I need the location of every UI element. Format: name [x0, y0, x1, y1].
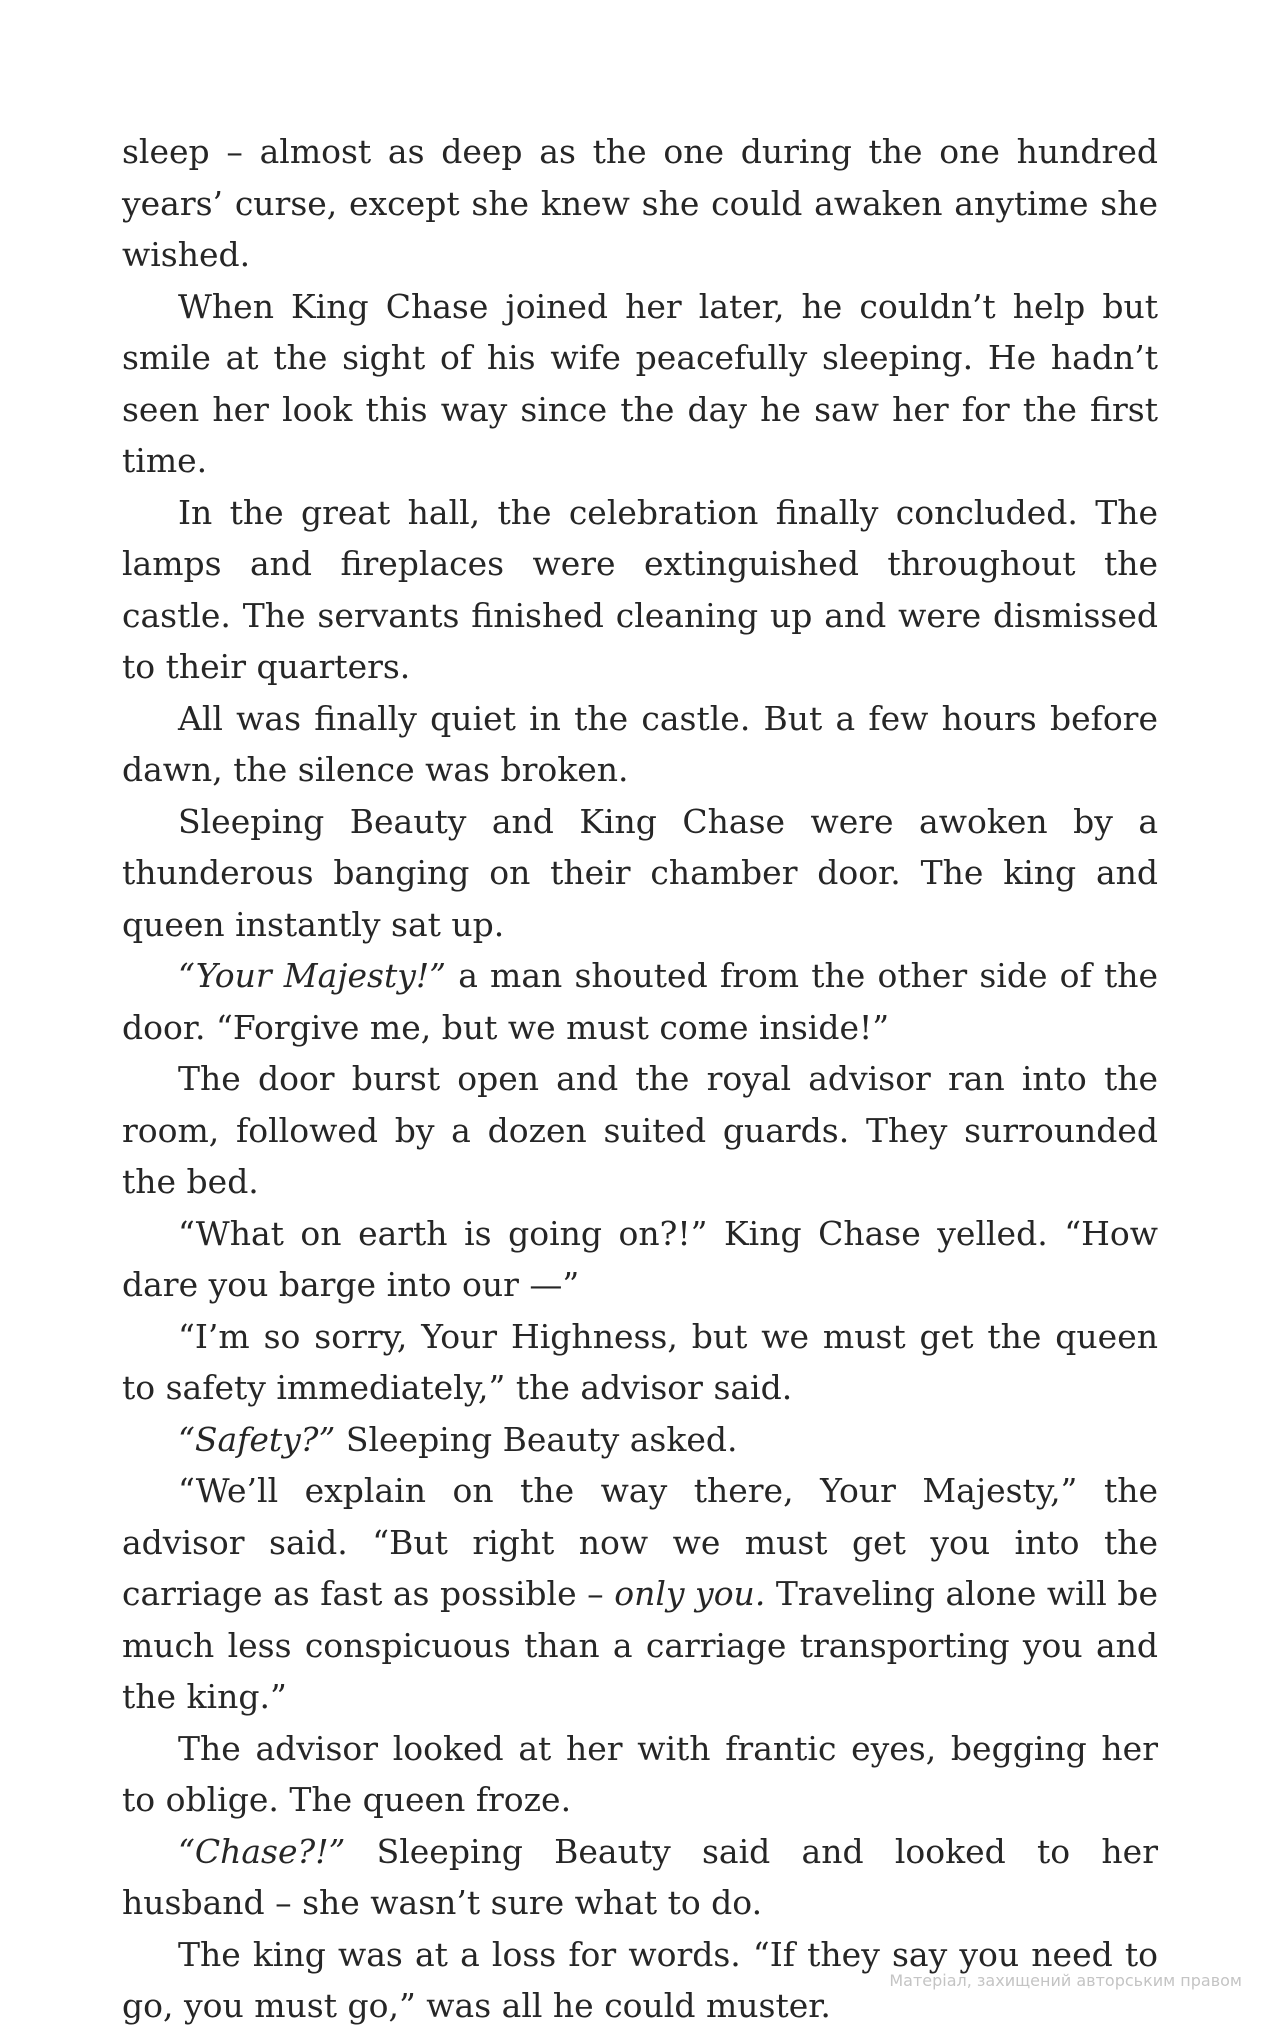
- paragraph-13-italic: “Chase?!”: [178, 1831, 346, 1871]
- paragraph-4: All was finally quiet in the castle. But a few hours before dawn, the silence was broken.: [122, 698, 1158, 789]
- paragraph-13-post: Sleeping Beauty said and looked to her husband – she wasn’t sure what to do.: [122, 1831, 1158, 1922]
- paragraph-8: “What on earth is going on?!” King Chase yelled. “How dare you barge into our —”: [122, 1213, 1158, 1304]
- paragraph-6-post: a man shouted from the other side of the door. “Forgive me, but we must come inside!”: [122, 956, 1158, 1047]
- book-page-text: [122, 126, 1158, 2032]
- paragraph-7: The door burst open and the royal advisor ran into the room, followed by a dozen suited guards. They surrounded the bed.: [122, 1059, 1158, 1201]
- paragraph-13: [122, 1826, 1158, 1929]
- paragraph-9: “I’m so sorry, Your Highness, but we must get the queen to safety immediately,” the advisor said.: [122, 1316, 1158, 1407]
- paragraph-11-pre: “We’ll explain on the way there, Your Majesty,” the advisor said. “But right now we must get you into the carriage as fast as possible –: [122, 1471, 1158, 1613]
- paragraph-6-italic: “Your Majesty!”: [178, 956, 446, 995]
- paragraph-11: [122, 1465, 1158, 1723]
- paragraph-10: [122, 1414, 1158, 1466]
- copyright-watermark: Матеріал, захищений авторським правом: [889, 1971, 1242, 1990]
- paragraph-6: [122, 950, 1158, 1053]
- paragraph-5: Sleeping Beauty and King Chase were awoken by a thunderous banging on their chamber door. The king and queen instantly sat up.: [122, 801, 1158, 944]
- paragraph-3: In the great hall, the celebration finally concluded. The lamps and fireplaces were extinguished throughout the castle. The servants finished cleaning up and were dismissed to their quarters.: [122, 492, 1158, 686]
- paragraph-11-post: Traveling alone will be much less conspicuous than a carriage transporting you and the king.”: [122, 1574, 1158, 1716]
- paragraph-2: When King Chase joined her later, he couldn’t help but smile at the sight of his wife peacefully sleeping. He hadn’t seen her look this way since the day he saw her for the first time.: [122, 286, 1158, 480]
- paragraph-12: The advisor looked at her with frantic eyes, begging her to oblige. The queen froze.: [122, 1728, 1158, 1819]
- paragraph-10-post: Sleeping Beauty asked.: [335, 1419, 738, 1459]
- paragraph-14: The king was at a loss for words. “If they say you need to go, you must go,” was all he could muster.: [122, 1934, 1158, 2025]
- paragraph-10-italic: “Safety?”: [178, 1419, 336, 1459]
- paragraph-1: sleep – almost as deep as the one during the one hundred years’ curse, except she knew she could awaken anytime she wished.: [122, 132, 1158, 274]
- paragraph-11-italic: only you.: [614, 1574, 766, 1613]
